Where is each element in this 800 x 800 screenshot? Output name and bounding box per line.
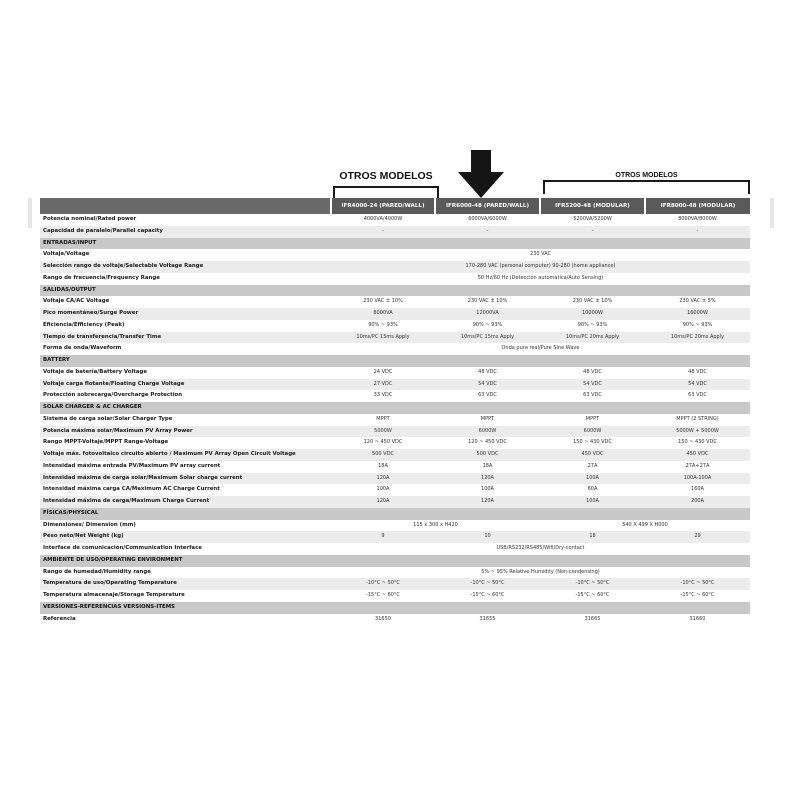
row-label: Potencia nominal/Rated power: [40, 214, 331, 226]
table-row: [40, 473, 750, 485]
value-cell: 31665: [540, 614, 645, 626]
table-row: [40, 449, 750, 461]
value-cell: 63 VDC: [645, 390, 750, 402]
section-header-row: [40, 355, 750, 367]
value-cell: -10°C ~ 50°C: [645, 578, 750, 590]
value-cell: 6000W: [540, 426, 645, 438]
value-cell: 450 VDC: [645, 449, 750, 461]
value-cell: -10°C ~ 50°C: [540, 578, 645, 590]
value-cell: 100A: [331, 484, 435, 496]
model-header: IFR5200-48 (MODULAR): [540, 198, 645, 214]
row-label: Selección rango de voltaje/Selectable Voltage Range: [40, 261, 331, 273]
value-cell: 8000VA/8000W: [645, 214, 750, 226]
value-cell: -10°C ~ 50°C: [435, 578, 540, 590]
value-cell: 200A: [645, 496, 750, 508]
table-row: [40, 578, 750, 590]
table-row: [40, 531, 750, 543]
table-row: [40, 426, 750, 438]
value-cell: 60A: [540, 484, 645, 496]
table-row: [40, 567, 750, 579]
section-title: ENTRADAS/INPUT: [40, 238, 750, 250]
row-label: Intensidad máxima de carga solar/Maximum Solar charge current: [40, 473, 331, 485]
value-cell: 27A+27A: [645, 461, 750, 473]
table-row: [40, 437, 750, 449]
value-cell: 10ms/PC 20ms Apply: [645, 332, 750, 344]
table-row: [40, 414, 750, 426]
value-cell: 5200VA/5200W: [540, 214, 645, 226]
row-label: Rango de frecuencia/Frequency Range: [40, 273, 331, 285]
row-label: Dimensiones/ Dimension (mm): [40, 520, 331, 532]
value-cell: 120 ~ 450 VDC: [331, 437, 435, 449]
row-label: Temperatura almacenaje/Storage Temperature: [40, 590, 331, 602]
value-cell: 230 VAC ± 10%: [331, 296, 435, 308]
value-cell: 120A: [331, 496, 435, 508]
value-cell: 4000VA/4000W: [331, 214, 435, 226]
value-cell: 90% ~ 93%: [331, 320, 435, 332]
row-label: Tiempo de transferencia/Transfer Time: [40, 332, 331, 344]
row-label: Peso neto/Net Weight (kg): [40, 531, 331, 543]
table-row: [40, 367, 750, 379]
value-cell: -15°C ~ 60°C: [331, 590, 435, 602]
value-cell: Onda pura real/Pure Sine Wave: [331, 343, 750, 355]
table-row: [40, 379, 750, 391]
table-row: [40, 390, 750, 402]
value-cell: 10ms/PC 15ms Apply: [331, 332, 435, 344]
value-cell: 12000VA: [435, 308, 540, 320]
value-cell: 90% ~ 93%: [645, 320, 750, 332]
row-label: Intensidad máxima carga CA/Maximum AC Charge Current: [40, 484, 331, 496]
value-cell: 5% ~ 95% Relative Humidity (Non-condensing): [331, 567, 750, 579]
value-cell: 230 VAC ± 10%: [435, 296, 540, 308]
section-title: SALIDAS/OUTPUT: [40, 285, 750, 297]
section-header-row: [40, 508, 750, 520]
value-cell: USB/RS232/RS485/Wifi/Dry-contact: [331, 543, 750, 555]
table-row: [40, 273, 750, 285]
value-cell: 9: [331, 531, 435, 543]
group-left-label: OTROS MODELOS: [339, 170, 433, 182]
row-label: Pico momentáneo/Surge Power: [40, 308, 331, 320]
value-cell: 18A: [331, 461, 435, 473]
value-cell: 500 VDC: [435, 449, 540, 461]
value-cell: MPPT (2 STRING): [645, 414, 750, 426]
table-row: [40, 296, 750, 308]
model-header: IFR6000-48 (PARED/WALL): [435, 198, 540, 214]
value-cell: 16000W: [645, 308, 750, 320]
value-cell: 10ms/PC 20ms Apply: [540, 332, 645, 344]
value-cell: 230 VAC ± 10%: [540, 296, 645, 308]
row-label: Rango MPPT-Voltaje/MPPT Range-Voltage: [40, 437, 331, 449]
value-cell: 160A: [645, 484, 750, 496]
table-row: [40, 543, 750, 555]
value-cell: -10°C ~ 50°C: [331, 578, 435, 590]
row-label: Voltaje/Voltage: [40, 249, 331, 261]
value-cell: -: [435, 226, 540, 238]
row-label: Forma de onda/Waveform: [40, 343, 331, 355]
value-cell: 90% ~ 93%: [435, 320, 540, 332]
value-cell: 31650: [331, 614, 435, 626]
arrow-down-icon: [458, 150, 504, 198]
row-label: Rango de humedad/Humidity range: [40, 567, 331, 579]
row-label: Sistema de carga solar/Solar Charger Type: [40, 414, 331, 426]
table-row: [40, 614, 750, 626]
row-label: Intensidad máxima entrada PV/Maximum PV array current: [40, 461, 331, 473]
value-cell: 6000W: [435, 426, 540, 438]
row-label: Voltaje carga flotante/Floating Charge Voltage: [40, 379, 331, 391]
value-cell: -15°C ~ 60°C: [540, 590, 645, 602]
value-cell: 24 VDC: [331, 367, 435, 379]
value-cell: 10000W: [540, 308, 645, 320]
value-cell: 48 VDC: [435, 367, 540, 379]
bracket-right-group: [543, 180, 750, 194]
value-cell: 120 ~ 450 VDC: [435, 437, 540, 449]
value-cell: 29: [645, 531, 750, 543]
value-cell: -: [540, 226, 645, 238]
row-label: Potencia máxima solar/Maximum PV Array Power: [40, 426, 331, 438]
value-cell: 10: [435, 531, 540, 543]
value-cell: 54 VDC: [435, 379, 540, 391]
value-cell: 450 VDC: [540, 449, 645, 461]
value-cell: 100A-100A: [645, 473, 750, 485]
row-label: Voltaje CA/AC Voltage: [40, 296, 331, 308]
value-cell: 150 ~ 430 VDC: [645, 437, 750, 449]
group-right-label: OTROS MODELOS: [615, 172, 678, 179]
value-cell: 31655: [435, 614, 540, 626]
value-cell: 54 VDC: [645, 379, 750, 391]
table-row: [40, 461, 750, 473]
row-label: Referencia: [40, 614, 331, 626]
spec-table: [40, 198, 750, 625]
value-cell: 50 Hz/60 Hz (Detección automatica/Auto Sensing): [331, 273, 750, 285]
left-edge-shade: [28, 198, 32, 228]
value-cell: 18: [540, 531, 645, 543]
row-label: Interface de comunicación/Communication Interface: [40, 543, 331, 555]
value-cell: 27 VDC: [331, 379, 435, 391]
value-cell: 120A: [435, 496, 540, 508]
value-cell: -15°C ~ 60°C: [645, 590, 750, 602]
row-label: Voltaje máx. fotovoltaico circuito abierto / Maximum PV Array Open Circuit Voltage: [40, 449, 331, 461]
value-cell: 90% ~ 93%: [540, 320, 645, 332]
value-cell: MPPT: [435, 414, 540, 426]
value-cell: 48 VDC: [645, 367, 750, 379]
value-cell: -: [645, 226, 750, 238]
value-cell: 170-280 VAC (personal computer) 90-280 (home appliance): [331, 261, 750, 273]
value-cell: 540 X 499 X H000: [540, 520, 750, 532]
section-header-row: [40, 285, 750, 297]
value-cell: 120A: [331, 473, 435, 485]
value-cell: 5000W: [331, 426, 435, 438]
spec-body: [40, 214, 750, 625]
value-cell: -: [331, 226, 435, 238]
value-cell: 6000VA/6000W: [435, 214, 540, 226]
section-title: BATTERY: [40, 355, 750, 367]
section-header-row: [40, 238, 750, 250]
right-edge-shade: [770, 198, 774, 228]
table-row: [40, 249, 750, 261]
value-cell: 8000VA: [331, 308, 435, 320]
table-row: [40, 320, 750, 332]
value-cell: 150 ~ 430 VDC: [540, 437, 645, 449]
value-cell: 31660: [645, 614, 750, 626]
value-cell: 230 VAC ± 5%: [645, 296, 750, 308]
row-label: Temperatura de uso/Operating Temperature: [40, 578, 331, 590]
section-title: AMBIENTE DE USO/OPERATING ENVIRONMENT: [40, 555, 750, 567]
value-cell: 5000W + 5000W: [645, 426, 750, 438]
value-cell: 63 VDC: [540, 390, 645, 402]
section-title: VERSIONES-REFERENCIAS VERSIONS-ITEMS: [40, 602, 750, 614]
value-cell: -15°C ~ 60°C: [435, 590, 540, 602]
section-title: FÍSICAS/PHYSICAL: [40, 508, 750, 520]
section-header-row: [40, 402, 750, 414]
value-cell: 54 VDC: [540, 379, 645, 391]
row-label: Voltaje de batería/Battery Voltage: [40, 367, 331, 379]
header-corner: [40, 198, 331, 214]
table-row: [40, 214, 750, 226]
table-row: [40, 496, 750, 508]
value-cell: 33 VDC: [331, 390, 435, 402]
row-label: Intensidad máxima de carga/Maximum Charge Current: [40, 496, 331, 508]
section-title: SOLAR CHARGER & AC CHARGER: [40, 402, 750, 414]
value-cell: 120A: [435, 473, 540, 485]
value-cell: 100A: [540, 496, 645, 508]
table-row: [40, 226, 750, 238]
value-cell: 100A: [540, 473, 645, 485]
table-row: [40, 308, 750, 320]
value-cell: 48 VDC: [540, 367, 645, 379]
section-header-row: [40, 555, 750, 567]
value-cell: 10ms/PC 15ms Apply: [435, 332, 540, 344]
value-cell: 18A: [435, 461, 540, 473]
row-label: Eficiencia/Efficiency (Peak): [40, 320, 331, 332]
value-cell: MPPT: [331, 414, 435, 426]
table-row: [40, 484, 750, 496]
value-cell: MPPT: [540, 414, 645, 426]
value-cell: 100A: [435, 484, 540, 496]
value-cell: 63 VDC: [435, 390, 540, 402]
row-label: Capacidad de paralelo/Parallel capacity: [40, 226, 331, 238]
value-cell: 27A: [540, 461, 645, 473]
value-cell: 230 VAC: [331, 249, 750, 261]
table-header-row: [40, 198, 750, 214]
section-header-row: [40, 602, 750, 614]
table-row: [40, 590, 750, 602]
row-label: Protección sobrecarga/Overcharge Protection: [40, 390, 331, 402]
table-row: [40, 261, 750, 273]
value-cell: 500 VDC: [331, 449, 435, 461]
table-row: [40, 332, 750, 344]
model-header: IFR8000-48 (MODULAR): [645, 198, 750, 214]
table-row: [40, 520, 750, 532]
value-cell: 115 x 300 x H420: [331, 520, 540, 532]
model-header: IFR4000-24 (PARED/WALL): [331, 198, 435, 214]
table-row: [40, 343, 750, 355]
